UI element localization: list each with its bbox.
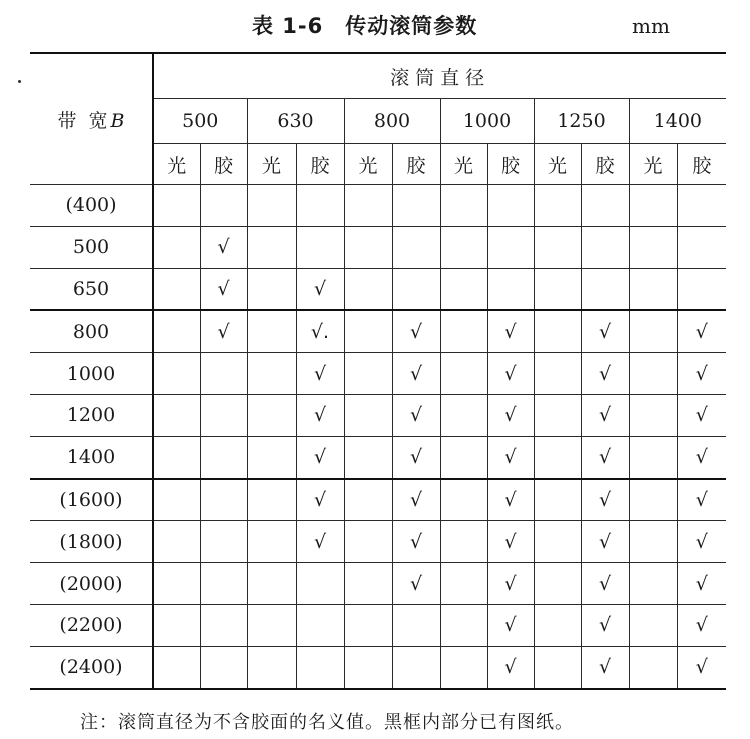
empty-cell: [534, 268, 581, 310]
belt-width-value: (2400): [30, 646, 153, 688]
empty-cell: [534, 436, 581, 478]
empty-cell: [200, 185, 247, 227]
belt-width-value: (400): [30, 185, 153, 227]
empty-cell: [344, 353, 392, 395]
empty-cell: [629, 226, 677, 268]
empty-cell: [247, 604, 296, 646]
table-row: [30, 226, 726, 268]
check-mark-cell: √: [487, 563, 534, 605]
surface-label: 光: [629, 144, 677, 185]
empty-cell: [677, 185, 726, 227]
check-mark-cell: √: [487, 436, 534, 478]
empty-cell: [487, 268, 534, 310]
belt-width-value: 1000: [30, 353, 153, 395]
empty-cell: [247, 521, 296, 563]
empty-cell: [534, 353, 581, 395]
table-note: 注：滚筒直径为不含胶面的名义值。黑框内部分已有图纸。: [80, 712, 574, 733]
check-mark-cell: √: [677, 479, 726, 521]
empty-cell: [487, 185, 534, 227]
empty-cell: [440, 604, 487, 646]
surface-label: 胶: [487, 144, 534, 185]
belt-width-header: [30, 53, 153, 185]
table-row: [30, 185, 726, 227]
empty-cell: [344, 436, 392, 478]
empty-cell: [440, 521, 487, 563]
diameter-500: 500: [153, 99, 247, 144]
check-mark-cell: √: [487, 646, 534, 688]
empty-cell: [153, 563, 200, 605]
empty-cell: [581, 226, 629, 268]
empty-cell: [392, 185, 440, 227]
table-row: [30, 479, 726, 521]
empty-cell: [629, 394, 677, 436]
title-row: [0, 6, 750, 40]
surface-label: 光: [344, 144, 392, 185]
empty-cell: [200, 563, 247, 605]
check-mark-cell: √: [581, 479, 629, 521]
empty-cell: [247, 646, 296, 688]
empty-cell: [247, 226, 296, 268]
check-mark-cell: √: [487, 479, 534, 521]
empty-cell: [487, 226, 534, 268]
check-mark-cell: √: [581, 436, 629, 478]
check-mark-cell: √: [677, 521, 726, 563]
empty-cell: [629, 353, 677, 395]
empty-cell: [200, 604, 247, 646]
empty-cell: [344, 185, 392, 227]
table-row: [30, 353, 726, 395]
empty-cell: [153, 479, 200, 521]
empty-cell: [200, 521, 247, 563]
empty-cell: [344, 268, 392, 310]
table-row: [30, 604, 726, 646]
empty-cell: [534, 185, 581, 227]
check-mark-cell: √: [200, 310, 247, 352]
empty-cell: [153, 646, 200, 688]
check-mark-cell: √: [296, 353, 344, 395]
empty-cell: [440, 563, 487, 605]
empty-cell: [392, 268, 440, 310]
empty-cell: [440, 646, 487, 688]
check-mark-cell: √: [296, 521, 344, 563]
empty-cell: [629, 185, 677, 227]
empty-cell: [629, 521, 677, 563]
table-row: [30, 436, 726, 478]
check-mark-cell: √: [200, 268, 247, 310]
check-mark-cell: √: [296, 479, 344, 521]
empty-cell: [296, 604, 344, 646]
check-mark-cell: √: [581, 521, 629, 563]
empty-cell: [247, 353, 296, 395]
empty-cell: [247, 394, 296, 436]
empty-cell: [247, 563, 296, 605]
empty-cell: [344, 394, 392, 436]
diameter-1000: 1000: [440, 99, 534, 144]
check-mark-cell: √: [392, 353, 440, 395]
surface-label: 光: [440, 144, 487, 185]
header-row-diameter: [30, 53, 726, 99]
empty-cell: [153, 185, 200, 227]
empty-cell: [344, 646, 392, 688]
empty-cell: [629, 310, 677, 352]
drum-parameter-table: [30, 52, 726, 690]
empty-cell: [440, 310, 487, 352]
empty-cell: [153, 436, 200, 478]
empty-cell: [247, 185, 296, 227]
empty-cell: [247, 436, 296, 478]
empty-cell: [153, 394, 200, 436]
belt-width-value: (1600): [30, 479, 153, 521]
empty-cell: [296, 185, 344, 227]
surface-label: 胶: [392, 144, 440, 185]
empty-cell: [247, 310, 296, 352]
diameter-630: 630: [247, 99, 344, 144]
check-mark-cell: √: [392, 394, 440, 436]
empty-cell: [629, 268, 677, 310]
empty-cell: [534, 479, 581, 521]
surface-label: 光: [534, 144, 581, 185]
empty-cell: [581, 268, 629, 310]
check-mark-cell: √: [487, 521, 534, 563]
table-title: 表 1-6 传动滚筒参数: [252, 14, 478, 38]
empty-cell: [344, 226, 392, 268]
belt-width-value: 800: [30, 310, 153, 352]
check-mark-cell: √.: [296, 310, 344, 352]
empty-cell: [534, 394, 581, 436]
belt-width-value: 1400: [30, 436, 153, 478]
check-mark-cell: √: [392, 563, 440, 605]
empty-cell: [534, 604, 581, 646]
table-row: [30, 394, 726, 436]
check-mark-cell: √: [677, 353, 726, 395]
table-row: [30, 310, 726, 352]
belt-width-symbol: B: [110, 109, 125, 132]
diameter-header: 滚筒直径: [153, 53, 726, 99]
empty-cell: [296, 563, 344, 605]
empty-cell: [440, 226, 487, 268]
scan-speck: [18, 80, 21, 83]
diameter-1250: 1250: [534, 99, 629, 144]
diameter-1400: 1400: [629, 99, 726, 144]
empty-cell: [534, 521, 581, 563]
diameter-800: 800: [344, 99, 440, 144]
empty-cell: [153, 521, 200, 563]
check-mark-cell: √: [581, 310, 629, 352]
empty-cell: [392, 226, 440, 268]
empty-cell: [200, 646, 247, 688]
surface-label: 胶: [200, 144, 247, 185]
empty-cell: [440, 394, 487, 436]
check-mark-cell: √: [677, 646, 726, 688]
check-mark-cell: √: [581, 646, 629, 688]
empty-cell: [629, 563, 677, 605]
empty-cell: [629, 646, 677, 688]
belt-width-value: (2000): [30, 563, 153, 605]
empty-cell: [344, 563, 392, 605]
check-mark-cell: √: [296, 394, 344, 436]
check-mark-cell: √: [392, 436, 440, 478]
empty-cell: [440, 353, 487, 395]
empty-cell: [629, 604, 677, 646]
table-row: [30, 521, 726, 563]
check-mark-cell: √: [677, 310, 726, 352]
surface-label: 胶: [677, 144, 726, 185]
check-mark-cell: √: [677, 394, 726, 436]
empty-cell: [677, 268, 726, 310]
empty-cell: [392, 646, 440, 688]
empty-cell: [534, 310, 581, 352]
empty-cell: [344, 479, 392, 521]
empty-cell: [629, 436, 677, 478]
check-mark-cell: √: [392, 310, 440, 352]
check-mark-cell: √: [487, 604, 534, 646]
empty-cell: [247, 268, 296, 310]
empty-cell: [344, 521, 392, 563]
empty-cell: [440, 436, 487, 478]
surface-label: 胶: [581, 144, 629, 185]
empty-cell: [153, 604, 200, 646]
belt-width-value: 650: [30, 268, 153, 310]
surface-label: 光: [153, 144, 200, 185]
check-mark-cell: √: [392, 521, 440, 563]
empty-cell: [296, 226, 344, 268]
belt-width-value: (2200): [30, 604, 153, 646]
belt-width-text: 带 宽: [57, 109, 111, 132]
check-mark-cell: √: [296, 436, 344, 478]
empty-cell: [153, 226, 200, 268]
empty-cell: [200, 394, 247, 436]
check-mark-cell: √: [392, 479, 440, 521]
check-mark-cell: √: [581, 394, 629, 436]
check-mark-cell: √: [296, 268, 344, 310]
check-mark-cell: √: [581, 563, 629, 605]
empty-cell: [629, 479, 677, 521]
check-mark-cell: √: [677, 604, 726, 646]
empty-cell: [534, 226, 581, 268]
check-mark-cell: √: [487, 353, 534, 395]
empty-cell: [534, 646, 581, 688]
empty-cell: [581, 185, 629, 227]
empty-cell: [392, 604, 440, 646]
empty-cell: [153, 268, 200, 310]
check-mark-cell: √: [487, 394, 534, 436]
table-row: [30, 268, 726, 310]
empty-cell: [153, 353, 200, 395]
empty-cell: [296, 646, 344, 688]
belt-width-value: 500: [30, 226, 153, 268]
empty-cell: [153, 310, 200, 352]
empty-cell: [247, 479, 296, 521]
table-row: [30, 563, 726, 605]
belt-width-value: (1800): [30, 521, 153, 563]
empty-cell: [344, 310, 392, 352]
empty-cell: [440, 185, 487, 227]
check-mark-cell: √: [200, 226, 247, 268]
belt-width-value: 1200: [30, 394, 153, 436]
check-mark-cell: √: [581, 604, 629, 646]
empty-cell: [200, 479, 247, 521]
empty-cell: [200, 353, 247, 395]
check-mark-cell: √: [677, 563, 726, 605]
table-row: [30, 646, 726, 688]
empty-cell: [440, 268, 487, 310]
surface-label: 胶: [296, 144, 344, 185]
empty-cell: [344, 604, 392, 646]
empty-cell: [534, 563, 581, 605]
check-mark-cell: √: [677, 436, 726, 478]
check-mark-cell: √: [487, 310, 534, 352]
check-mark-cell: √: [581, 353, 629, 395]
empty-cell: [440, 479, 487, 521]
empty-cell: [677, 226, 726, 268]
surface-label: 光: [247, 144, 296, 185]
unit-label: mm: [632, 14, 670, 38]
empty-cell: [200, 436, 247, 478]
